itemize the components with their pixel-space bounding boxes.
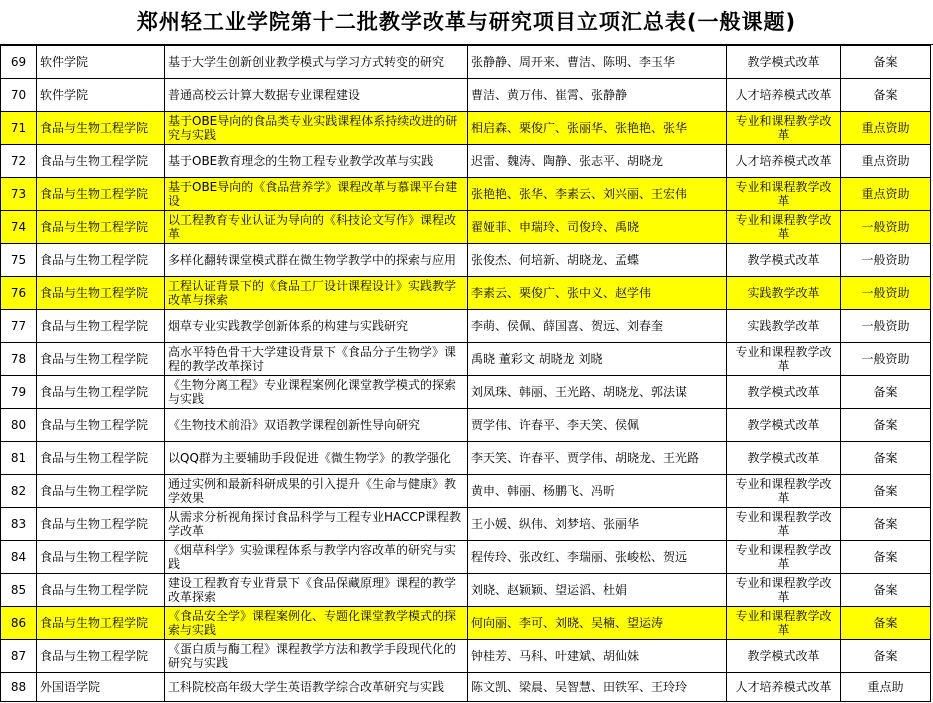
project-name-cell: 通过实例和最新科研成果的引入提升《生命与健康》教学效果 (165, 475, 468, 508)
members-cell: 禹晓 董彩文 胡晓龙 刘晓 (468, 343, 727, 376)
members-cell: 李天笑、许春平、贾学伟、胡晓龙、王光路 (468, 442, 727, 475)
row-number: 84 (1, 541, 37, 574)
project-name-cell: 以QQ群为主要辅助手段促进《微生物学》的教学强化 (165, 442, 468, 475)
row-number: 80 (1, 409, 37, 442)
funding-level-cell: 重点资助 (841, 112, 931, 145)
members-cell: 王小媛、纵伟、刘梦培、张丽华 (468, 508, 727, 541)
project-name-cell: 建设工程教育专业背景下《食品保藏原理》课程的教学改革探索 (165, 574, 468, 607)
funding-level-cell: 备案 (841, 442, 931, 475)
funding-level-cell: 备案 (841, 640, 931, 673)
funding-level-cell: 备案 (841, 475, 931, 508)
category-cell: 专业和课程教学改革 (727, 211, 841, 244)
category-cell: 专业和课程教学改革 (727, 343, 841, 376)
funding-level-cell: 一般资助 (841, 277, 931, 310)
funding-level-cell: 备案 (841, 376, 931, 409)
row-number: 74 (1, 211, 37, 244)
project-name-cell: 《蛋白质与酶工程》课程教学方法和教学手段现代化的研究与实践 (165, 640, 468, 673)
table-row (1, 640, 931, 673)
college-cell: 食品与生物工程学院 (37, 343, 165, 376)
table-row (1, 145, 931, 178)
table-row (1, 409, 931, 442)
category-cell: 实践教学改革 (727, 277, 841, 310)
project-name-cell: 工科院校高年级大学生英语教学综合改革研究与实践 (165, 673, 468, 702)
college-cell: 食品与生物工程学院 (37, 376, 165, 409)
category-cell: 教学模式改革 (727, 244, 841, 277)
table-row (1, 310, 931, 343)
project-name-cell: 《食品安全学》课程案例化、专题化课堂教学模式的探索与实践 (165, 607, 468, 640)
college-cell: 软件学院 (37, 79, 165, 112)
category-cell: 专业和课程教学改革 (727, 607, 841, 640)
table-row (1, 178, 931, 211)
row-number: 71 (1, 112, 37, 145)
college-cell: 食品与生物工程学院 (37, 508, 165, 541)
funding-level-cell: 备案 (841, 574, 931, 607)
category-cell: 教学模式改革 (727, 46, 841, 79)
table-row (1, 79, 931, 112)
category-cell: 专业和课程教学改革 (727, 112, 841, 145)
members-cell: 李萌、侯佩、薛国喜、贺远、刘春奎 (468, 310, 727, 343)
table-row (1, 673, 931, 702)
funding-level-cell: 备案 (841, 409, 931, 442)
college-cell: 食品与生物工程学院 (37, 145, 165, 178)
row-number: 75 (1, 244, 37, 277)
college-cell: 食品与生物工程学院 (37, 574, 165, 607)
project-name-cell: 以工程教育专业认证为导向的《科技论文写作》课程改革 (165, 211, 468, 244)
row-number: 72 (1, 145, 37, 178)
project-name-cell: 基于OBE导向的《食品营养学》课程改革与慕课平台建设 (165, 178, 468, 211)
table-row (1, 244, 931, 277)
funding-level-cell: 备案 (841, 607, 931, 640)
college-cell: 食品与生物工程学院 (37, 541, 165, 574)
members-cell: 钟桂芳、马科、叶建斌、胡仙妹 (468, 640, 727, 673)
category-cell: 教学模式改革 (727, 442, 841, 475)
funding-level-cell: 重点资助 (841, 145, 931, 178)
row-number: 83 (1, 508, 37, 541)
funding-level-cell: 备案 (841, 46, 931, 79)
members-cell: 翟娅菲、申瑞玲、司俊玲、禹晓 (468, 211, 727, 244)
row-number: 88 (1, 673, 37, 702)
category-cell: 专业和课程教学改革 (727, 508, 841, 541)
row-number: 77 (1, 310, 37, 343)
row-number: 81 (1, 442, 37, 475)
members-cell: 程传玲、张改红、李瑞丽、张峻松、贺远 (468, 541, 727, 574)
members-cell: 黄申、韩丽、杨鹏飞、冯昕 (468, 475, 727, 508)
project-name-cell: 普通高校云计算大数据专业课程建设 (165, 79, 468, 112)
project-name-cell: 烟草专业实践教学创新体系的构建与实践研究 (165, 310, 468, 343)
members-cell: 李素云、栗俊广、张中义、赵学伟 (468, 277, 727, 310)
table-row (1, 343, 931, 376)
college-cell: 食品与生物工程学院 (37, 178, 165, 211)
members-cell: 贾学伟、许春平、李天笑、侯佩 (468, 409, 727, 442)
project-name-cell: 基于大学生创新创业教学模式与学习方式转变的研究 (165, 46, 468, 79)
project-name-cell: 《生物技术前沿》双语教学课程创新性导向研究 (165, 409, 468, 442)
college-cell: 食品与生物工程学院 (37, 442, 165, 475)
members-cell: 曹洁、黄万伟、崔霄、张静静 (468, 79, 727, 112)
project-name-cell: 从需求分析视角探讨食品科学与工程专业HACCP课程教学改革 (165, 508, 468, 541)
row-number: 70 (1, 79, 37, 112)
members-cell: 张静静、周开来、曹洁、陈明、李玉华 (468, 46, 727, 79)
row-number: 82 (1, 475, 37, 508)
college-cell: 食品与生物工程学院 (37, 244, 165, 277)
category-cell: 教学模式改革 (727, 640, 841, 673)
table-row (1, 112, 931, 145)
college-cell: 外国语学院 (37, 673, 165, 702)
college-cell: 食品与生物工程学院 (37, 112, 165, 145)
project-name-cell: 工程认证背景下的《食品工厂设计课程设计》实践教学改革与探索 (165, 277, 468, 310)
funding-level-cell: 备案 (841, 79, 931, 112)
project-name-cell: 基于OBE导向的食品类专业实践课程体系持续改进的研究与实践 (165, 112, 468, 145)
funding-level-cell: 一般资助 (841, 211, 931, 244)
row-number: 86 (1, 607, 37, 640)
row-number: 76 (1, 277, 37, 310)
project-name-cell: 基于OBE教育理念的生物工程专业教学改革与实践 (165, 145, 468, 178)
table-row (1, 475, 931, 508)
category-cell: 人才培养模式改革 (727, 673, 841, 702)
members-cell: 相启森、栗俊广、张丽华、张艳艳、张华 (468, 112, 727, 145)
members-cell: 刘凤珠、韩丽、王光路、胡晓龙、郭法谋 (468, 376, 727, 409)
category-cell: 人才培养模式改革 (727, 79, 841, 112)
category-cell: 教学模式改革 (727, 376, 841, 409)
college-cell: 食品与生物工程学院 (37, 277, 165, 310)
table-row (1, 607, 931, 640)
projects-table (0, 45, 931, 702)
college-cell: 食品与生物工程学院 (37, 409, 165, 442)
category-cell: 专业和课程教学改革 (727, 475, 841, 508)
category-cell: 专业和课程教学改革 (727, 178, 841, 211)
college-cell: 食品与生物工程学院 (37, 640, 165, 673)
row-number: 73 (1, 178, 37, 211)
table-row (1, 541, 931, 574)
category-cell: 教学模式改革 (727, 409, 841, 442)
college-cell: 食品与生物工程学院 (37, 475, 165, 508)
funding-level-cell: 备案 (841, 508, 931, 541)
table-row (1, 211, 931, 244)
row-number: 69 (1, 46, 37, 79)
college-cell: 软件学院 (37, 46, 165, 79)
funding-level-cell: 一般资助 (841, 244, 931, 277)
table-row (1, 46, 931, 79)
row-number: 79 (1, 376, 37, 409)
funding-level-cell: 重点资助 (841, 178, 931, 211)
project-name-cell: 高水平特色骨干大学建设背景下《食品分子生物学》课程的教学改革探讨 (165, 343, 468, 376)
college-cell: 食品与生物工程学院 (37, 310, 165, 343)
row-number: 78 (1, 343, 37, 376)
row-number: 87 (1, 640, 37, 673)
category-cell: 专业和课程教学改革 (727, 541, 841, 574)
funding-level-cell: 一般资助 (841, 343, 931, 376)
members-cell: 刘晓、赵颖颖、望运滔、杜娟 (468, 574, 727, 607)
category-cell: 人才培养模式改革 (727, 145, 841, 178)
members-cell: 何向丽、李可、刘晓、吴楠、望运涛 (468, 607, 727, 640)
table-row (1, 442, 931, 475)
funding-level-cell: 一般资助 (841, 310, 931, 343)
members-cell: 张俊杰、何培新、胡晓龙、孟蝶 (468, 244, 727, 277)
category-cell: 专业和课程教学改革 (727, 574, 841, 607)
table-row (1, 508, 931, 541)
table-row (1, 277, 931, 310)
project-name-cell: 多样化翻转课堂模式群在微生物学教学中的探索与应用 (165, 244, 468, 277)
college-cell: 食品与生物工程学院 (37, 607, 165, 640)
funding-level-cell: 重点助 (841, 673, 931, 702)
project-name-cell: 《烟草科学》实验课程体系与教学内容改革的研究与实践 (165, 541, 468, 574)
table-row (1, 574, 931, 607)
members-cell: 陈文凯、梁晨、吴智慧、田铁军、王玲玲 (468, 673, 727, 702)
page-title: 郑州轻工业学院第十二批教学改革与研究项目立项汇总表(一般课题) (0, 0, 933, 45)
project-name-cell: 《生物分离工程》专业课程案例化课堂教学模式的探索与实践 (165, 376, 468, 409)
members-cell: 迟雷、魏涛、陶静、张志平、胡晓龙 (468, 145, 727, 178)
college-cell: 食品与生物工程学院 (37, 211, 165, 244)
members-cell: 张艳艳、张华、李素云、刘兴丽、王宏伟 (468, 178, 727, 211)
category-cell: 实践教学改革 (727, 310, 841, 343)
funding-level-cell: 备案 (841, 541, 931, 574)
row-number: 85 (1, 574, 37, 607)
table-row (1, 376, 931, 409)
